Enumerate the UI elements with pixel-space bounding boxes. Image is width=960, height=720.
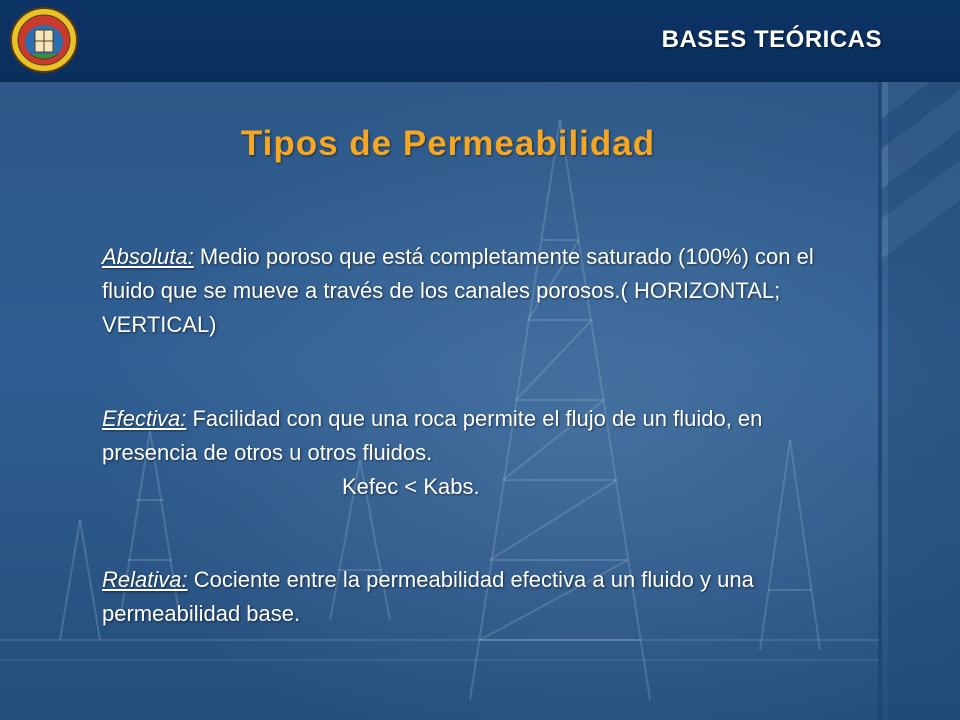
text-efectiva: Facilidad con que una roca permite el flujo de un fluido, en presencia de otros u otros fluidos. [102, 406, 763, 465]
term-efectiva: Efectiva: [102, 406, 187, 431]
university-crest-icon [8, 4, 80, 76]
term-relativa: Relativa: [102, 567, 188, 592]
text-absoluta: Medio poroso que está completamente saturado (100%) con el fluido que se mueve a través de los canales porosos.( HORIZONTAL; VERTICAL) [102, 244, 814, 337]
header-bar [0, 0, 960, 82]
formula-kefec-kabs: Kefec < Kabs. [342, 474, 480, 499]
definition-absoluta [102, 240, 862, 342]
definition-efectiva [102, 402, 862, 504]
definition-relativa [102, 563, 862, 631]
slide-title: Tipos de Permeabilidad [240, 124, 656, 163]
text-relativa: Cociente entre la permeabilidad efectiva a un fluido y una permeabilidad base. [102, 567, 754, 626]
header-title: BASES TEÓRICAS [661, 26, 882, 53]
term-absoluta: Absoluta: [102, 244, 194, 269]
